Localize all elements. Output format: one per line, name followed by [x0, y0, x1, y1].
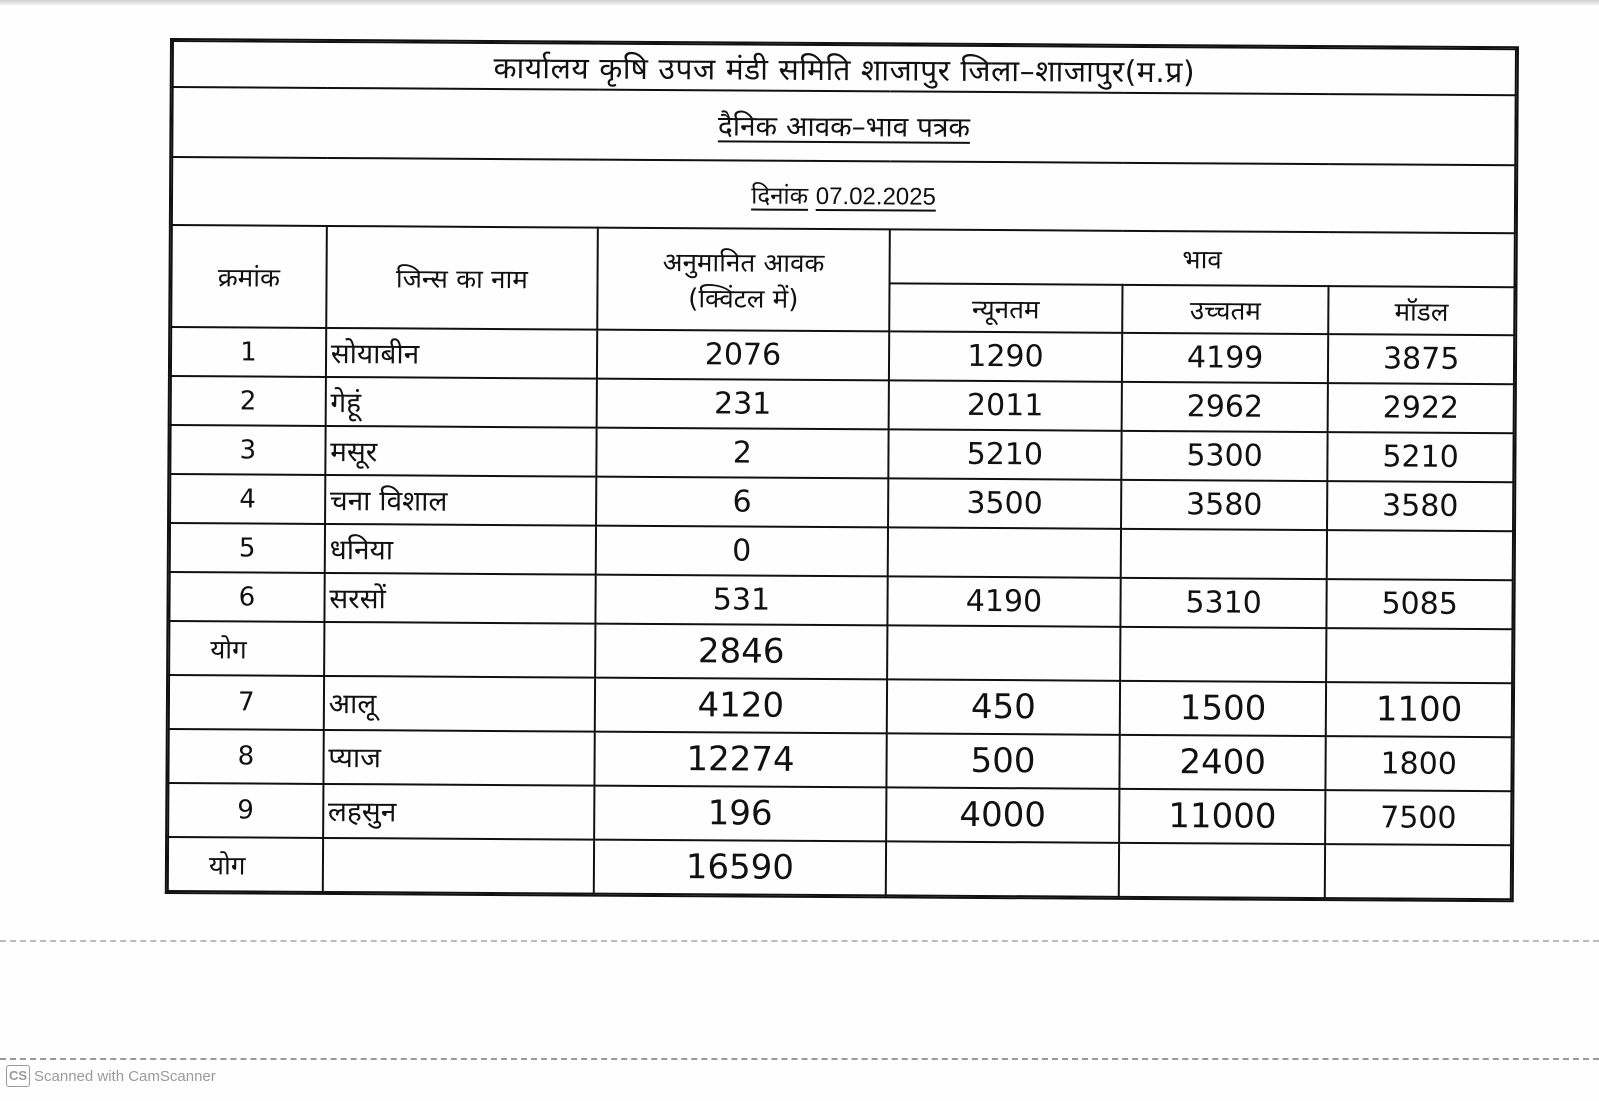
office-title: कार्यालय कृषि उपज मंडी समिति शाजापुर जिला–शाजापुर(म.प्र)	[173, 41, 1516, 95]
commodity-cell: गेहूं	[325, 377, 597, 428]
modal-price-cell: 3875	[1328, 334, 1514, 384]
commodity-cell: धनिया	[324, 524, 596, 575]
max-price-cell	[1121, 529, 1328, 579]
table-row	[171, 376, 1514, 433]
header-arrival	[597, 228, 890, 332]
min-price-cell: 5210	[888, 429, 1121, 479]
modal-price-cell: 5085	[1327, 579, 1513, 629]
header-commodity: जिन्स का नाम	[326, 226, 598, 330]
serial-cell: 5	[170, 523, 325, 573]
serial-cell: 7	[169, 675, 324, 730]
empty-cell	[322, 838, 594, 894]
camscanner-logo-icon: CS	[6, 1065, 30, 1087]
commodity-cell: प्याज	[323, 730, 595, 786]
empty-cell	[887, 625, 1120, 680]
table-row	[170, 474, 1513, 531]
serial-cell: 9	[168, 783, 323, 838]
min-price-cell: 3500	[888, 478, 1121, 528]
max-price-cell: 5300	[1121, 431, 1328, 481]
serial-cell: 6	[169, 572, 324, 622]
camscanner-watermark	[6, 1065, 216, 1087]
commodity-cell: सरसों	[324, 573, 596, 624]
commodity-cell: लहसुन	[323, 784, 595, 840]
empty-cell	[1120, 627, 1327, 682]
arrival-cell: 12274	[594, 732, 886, 788]
total-arrival: 2846	[595, 624, 887, 680]
max-price-cell: 2962	[1122, 382, 1329, 432]
max-price-cell: 5310	[1120, 578, 1327, 628]
scan-edge-line	[0, 1058, 1599, 1060]
total-label: योग	[169, 621, 324, 676]
min-price-cell: 4190	[887, 576, 1120, 626]
header-arrival-line2: (क्विंटल में)	[688, 284, 799, 315]
empty-cell	[1325, 844, 1511, 899]
modal-price-cell: 2922	[1328, 383, 1514, 433]
header-max-price: उच्चतम	[1122, 285, 1329, 334]
empty-cell	[1326, 628, 1512, 683]
total-row	[168, 837, 1511, 899]
header-min-price: न्यूनतम	[889, 283, 1122, 332]
min-price-cell	[888, 527, 1121, 577]
price-sheet	[165, 38, 1519, 902]
arrival-cell: 6	[596, 477, 888, 528]
max-price-cell: 1500	[1120, 681, 1327, 736]
report-title: दैनिक आवक–भाव पत्रक	[717, 109, 971, 144]
max-price-cell: 2400	[1119, 735, 1326, 790]
table-row	[168, 783, 1511, 845]
date-label: दिनांक	[751, 181, 809, 210]
watermark-text: Scanned with CamScanner	[34, 1067, 216, 1085]
date-value: 07.02.2025	[815, 182, 936, 211]
commodity-cell: मसूर	[325, 426, 597, 477]
empty-cell	[324, 622, 596, 678]
total-arrival: 16590	[594, 840, 886, 896]
scan-edge-shadow	[0, 0, 1599, 6]
min-price-cell: 2011	[888, 380, 1121, 430]
modal-price-cell: 1100	[1326, 682, 1512, 737]
commodity-cell: सोयाबीन	[326, 328, 598, 379]
daily-arrival-price-table	[167, 40, 1517, 900]
arrival-cell: 2	[596, 428, 888, 479]
header-serial: क्रमांक	[171, 225, 326, 328]
table-row	[169, 675, 1512, 737]
table-row	[170, 425, 1513, 482]
commodity-cell: चना विशाल	[325, 475, 597, 526]
table-row	[169, 572, 1512, 629]
min-price-cell: 1290	[889, 331, 1122, 381]
min-price-cell: 4000	[886, 787, 1119, 842]
scan-fold-line	[0, 940, 1599, 942]
header-modal-price: मॉडल	[1328, 286, 1514, 335]
max-price-cell: 11000	[1119, 789, 1326, 844]
total-row	[169, 621, 1512, 683]
max-price-cell: 3580	[1121, 480, 1328, 530]
total-label: योग	[168, 837, 323, 892]
serial-cell: 8	[168, 729, 323, 784]
modal-price-cell: 3580	[1327, 481, 1513, 531]
arrival-cell: 531	[595, 575, 887, 626]
arrival-cell: 196	[594, 786, 886, 842]
serial-cell: 2	[171, 376, 326, 426]
modal-price-cell: 1800	[1326, 736, 1512, 791]
empty-cell	[886, 841, 1119, 896]
min-price-cell: 500	[886, 733, 1119, 788]
serial-cell: 4	[170, 474, 325, 524]
modal-price-cell	[1327, 530, 1513, 580]
commodity-cell: आलू	[323, 676, 595, 732]
max-price-cell: 4199	[1122, 333, 1329, 383]
header-price-group: भाव	[889, 229, 1514, 287]
arrival-cell: 0	[596, 526, 888, 577]
modal-price-cell: 7500	[1325, 790, 1511, 845]
arrival-cell: 2076	[597, 330, 889, 381]
empty-cell	[1119, 843, 1326, 898]
arrival-cell: 231	[597, 379, 889, 430]
table-row	[171, 327, 1514, 384]
table-row	[168, 729, 1511, 791]
serial-cell: 1	[171, 327, 326, 377]
header-arrival-line1: अनुमानित आवक	[662, 248, 825, 280]
date-cell	[172, 157, 1515, 233]
report-title-cell	[172, 87, 1515, 165]
min-price-cell: 450	[887, 679, 1120, 734]
serial-cell: 3	[170, 425, 325, 475]
arrival-cell: 4120	[595, 678, 887, 734]
modal-price-cell: 5210	[1328, 432, 1514, 482]
table-row	[170, 523, 1513, 580]
